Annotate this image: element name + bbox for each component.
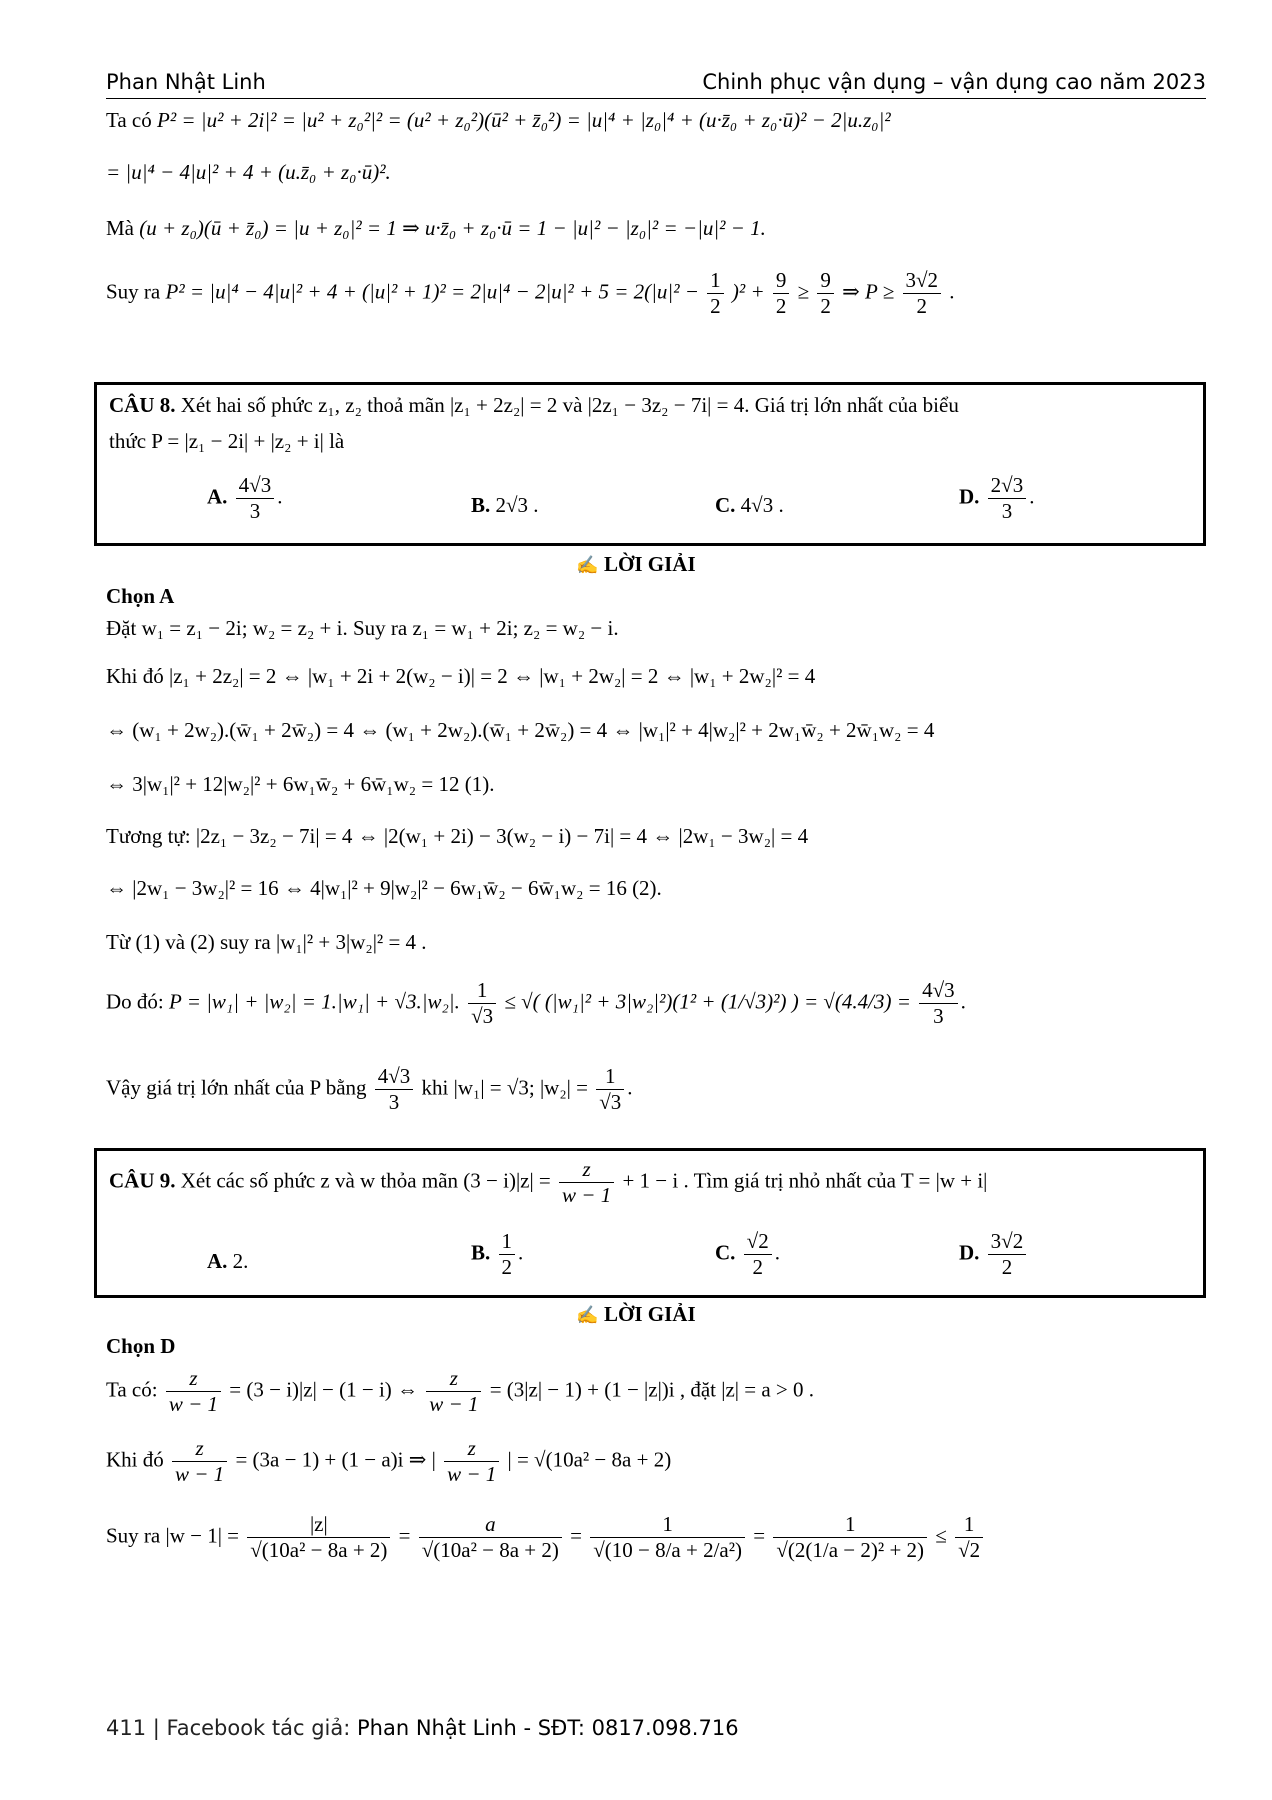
sol8-line-1: Đặt w₁ = z₁ − 2i; w₂ = z₂ + i. Suy ra z₁ = w₁ + 2i; z₂ = w₂ − i. [106, 616, 619, 640]
fraction: $\frac{1}{2}$ [707, 268, 724, 319]
sol8-line-9: Vậy giá trị lớn nhất của P bằng $\frac{4√3}{3}$ khi |w₁| = √3; |w₂| = $\frac{1}{√3}$ . [106, 1064, 633, 1114]
fraction: $\frac{9}{2}$ [817, 268, 834, 319]
pen-icon: ✍ [576, 1305, 599, 1325]
fraction: $\frac{9}{2}$ [773, 268, 790, 319]
page-footer: 411 | Facebook tác giả: Phan Nhật Linh - SĐT: 0817.098.716 [106, 1716, 739, 1740]
sol8-line-7: Từ (1) và (2) suy ra |w₁|² + 3|w₂|² = 4 . [106, 930, 427, 954]
sol9-line-2: Khi đó $\frac{z}{w - 1}$ = (3a − 1) + (1 − a)i ⇒ | $\frac{z}{w - 1}$ | = √(10a² − 8a + 2) [106, 1436, 672, 1486]
q8-line-1: CÂU 8. Xét hai số phức z₁, z₂ thoả mãn |z₁ + 2z₂| = 2 và |2z₁ − 3z₂ − 7i| = 4. Giá trị lớn nhất của biểu [109, 393, 959, 417]
sol8-line-5: Tương tự: |2z₁ − 3z₂ − 7i| = 4 ⇔ |2(w₁ + 2i) − 3(w₂ − i) − 7i| = 4 ⇔ |2w₁ − 3w₂| = 4 [106, 824, 809, 848]
q8-option-a[interactable]: A. $\frac{4√3}{3}$ . [207, 473, 283, 523]
q9-option-d[interactable]: D. $\frac{3√2}{2}$ [959, 1229, 1029, 1280]
solution-8-heading: ✍ LỜI GIẢI [576, 552, 696, 576]
q9-option-c[interactable]: C. $\frac{√2}{2}$ . [715, 1229, 780, 1279]
sol8-choose: Chọn A [106, 584, 175, 608]
sol8-line-4: ⇔ 3|w₁|² + 12|w₂|² + 6w₁w̄₂ + 6w̄₁w₂ = 12 (1). [106, 772, 495, 796]
q9-option-b[interactable]: B. $\frac{1}{2}$ . [471, 1229, 524, 1279]
q9-option-a[interactable]: A. 2. [207, 1249, 249, 1273]
q8-option-b[interactable]: B. 2√3 . [471, 493, 539, 517]
q8-option-c[interactable]: C. 4√3 . [715, 493, 784, 517]
prev-line-2: = |u|⁴ − 4|u|² + 4 + (u.z̄₀ + z₀·ū)². [106, 160, 391, 184]
q9-label: CÂU 9. [109, 1168, 176, 1193]
page-header [106, 62, 1206, 99]
sol8-line-6: ⇔ |2w₁ − 3w₂|² = 16 ⇔ 4|w₁|² + 9|w₂|² − 6w₁w̄₂ − 6w̄₁w₂ = 16 (2). [106, 876, 662, 900]
q8-option-d[interactable]: D. $\frac{2√3}{3}$ . [959, 473, 1035, 523]
sol9-choose: Chọn D [106, 1334, 176, 1358]
sol9-line-3: Suy ra |w − 1| = $\frac{|z|}{\text{√(10a² − 8a + 2)}}$ = $\frac{a}{\text{√(10a² − 8a + 2)}}$ = $\frac{1}{\text{√(10 − 8/a + 2/a²)}}$ = $\frac{1}{\text{√(2(1/a − 2)² + 2)}}$ ≤ $\frac{1}{√2}$ [106, 1512, 986, 1563]
page-number: 411 [106, 1716, 147, 1740]
header-series: Chinh phục vận dụng – vận dụng cao năm 2023 [702, 70, 1206, 94]
prev-line-4: Suy ra P² = |u|⁴ − 4|u|² + 4 + (|u|² + 1)² = 2|u|⁴ − 2|u|² + 5 = 2(|u|² − $\frac{1}{2}$ )² + $\frac{9}{2}$ ≥ $\frac{9}{2}$ ⇒ P ≥ $\frac{3√2}{2}$ . [106, 268, 955, 318]
question-9-box [94, 1148, 1206, 1298]
prev-line-1: Ta có P² = |u² + 2i|² = |u² + z₀²|² = (u² + z₀²)(ū² + z̄₀²) = |u|⁴ + |z₀|⁴ + (u·z̄₀ + z₀·ū)² − 2|u.z₀|² [106, 108, 891, 132]
sol8-line-3: ⇔ (w₁ + 2w₂).(w̄₁ + 2w̄₂) = 4 ⇔ (w₁ + 2w₂).(w̄₁ + 2w̄₂) = 4 ⇔ |w₁|² + 4|w₂|² + 2w₁w̄₂ + 2w̄₁w₂ = 4 [106, 718, 935, 742]
header-author: Phan Nhật Linh [106, 70, 266, 94]
q9-line-1: CÂU 9. Xét các số phức z và w thỏa mãn (3 − i)|z| = $\frac{z}{w - 1}$ + 1 − i . Tìm giá trị nhỏ nhất của T = |w + i| [109, 1157, 988, 1207]
pen-icon: ✍ [576, 555, 599, 575]
q8-line-2: thức P = |z₁ − 2i| + |z₂ + i| là [109, 429, 345, 453]
sol8-line-2: Khi đó |z₁ + 2z₂| = 2 ⇔ |w₁ + 2i + 2(w₂ − i)| = 2 ⇔ |w₁ + 2w₂| = 2 ⇔ |w₁ + 2w₂|² = 4 [106, 664, 816, 688]
q8-label: CÂU 8. [109, 393, 176, 417]
sol9-line-1: Ta có: $\frac{z}{w - 1}$ = (3 − i)|z| − (1 − i) ⇔ $\frac{z}{w - 1}$ = (3|z| − 1) + (1 − |z|)i , đặt |z| = a > 0 . [106, 1366, 814, 1416]
author-contact: Phan Nhật Linh - SĐT: 0817.098.716 [357, 1716, 739, 1740]
sol8-line-8: Do đó: P = |w₁| + |w₂| = 1.|w₁| + √3.|w₂|. $\frac{1}{√3}$ ≤ √( (|w₁|² + 3|w₂|²)(1² + (1/√3)²) ) = √(4.4/3) = $\frac{4√3}{3}$ . [106, 978, 966, 1028]
question-8-box [94, 382, 1206, 546]
prev-line-3: Mà (u + z₀)(ū + z̄₀) = |u + z₀|² = 1 ⇒ u·z̄₀ + z₀·ū = 1 − |u|² − |z₀|² = −|u|² − 1. [106, 216, 766, 240]
fraction: $\frac{3√2}{2}$ [903, 268, 942, 319]
solution-9-heading: ✍ LỜI GIẢI [576, 1302, 696, 1326]
